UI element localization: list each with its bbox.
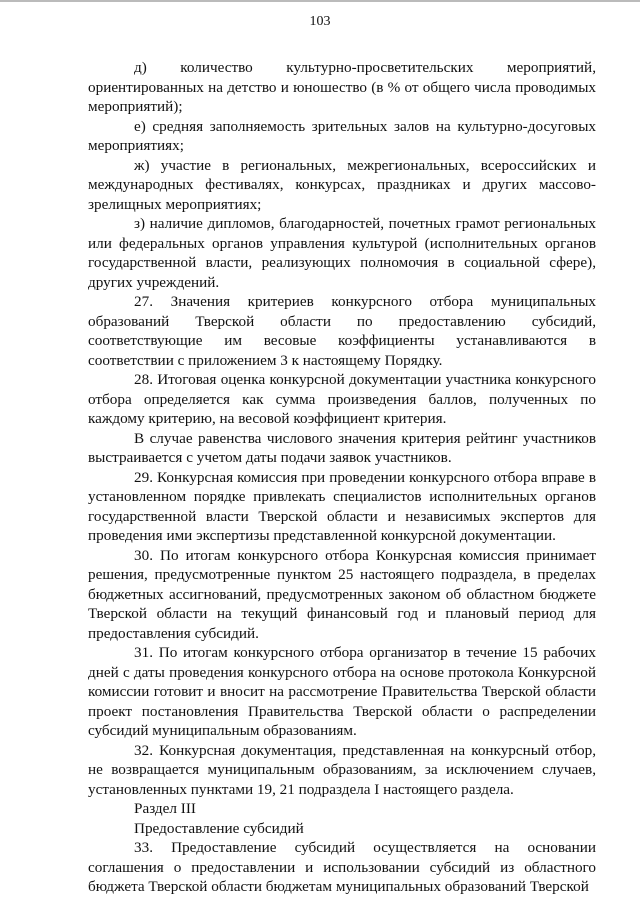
paragraph-30: 30. По итогам конкурсного отбора Конкурсная комиссия принимает решения, предусмотренные пунктом 25 настоящего подраздела, в пределах бюджетных ассигнований, предусмотренных законом об областном бюджете Тверской области на текущий финансовый год и плановый период для предоставления субсидий. xyxy=(88,546,596,642)
document-body xyxy=(88,58,596,897)
paragraph-29: 29. Конкурсная комиссия при проведении конкурсного отбора вправе в установленном порядке привлекать специалистов исполнительных органов государственной власти Тверской области и независимых экспертов для проведения ими экспертизы представленной конкурсной документации. xyxy=(88,468,596,544)
page-number: 103 xyxy=(309,14,331,29)
section-title: Раздел III xyxy=(134,800,196,817)
paragraph-31: 31. По итогам конкурсного отбора организатор в течение 15 рабочих дней с даты проведения конкурсного отбора на основе протокола Конкурсной комиссии готовит и вносит на рассмотрение Правительства Тверской области проект постановления Правительства Тверской области о распределении субсидий муниципальным образованиям. xyxy=(88,644,596,739)
section-subtitle: Предоставление субсидий xyxy=(134,819,304,837)
top-scan-border xyxy=(0,0,640,2)
paragraph-28: 28. Итоговая оценка конкурсной документации участника конкурсного отбора определяется как сумма произведения баллов, полученных по каждому критерию, на весовой коэффициент критерия. xyxy=(88,371,596,427)
paragraph-27: 27. Значения критериев конкурсного отбора муниципальных образований Тверской области по предоставлению субсидий, соответствующие им весовые коэффициенты устанавливаются в соответствии с приложением 3 к настоящему Порядку. xyxy=(88,293,596,369)
paragraph-e: е) средняя заполняемость зрительных залов на культурно-досуговых мероприятиях; xyxy=(88,117,596,154)
paragraph-zh: ж) участие в региональных, межрегиональных, всероссийских и международных фестивалях, конкурсах, праздниках и других массово-зрелищных мероприятиях; xyxy=(88,156,596,213)
paragraph-32: 32. Конкурсная документация, представленная на конкурсный отбор, не возвращается муниципальным образованиям, за исключением случаев, установленных пунктами 19, 21 подраздела I настоящего раздела. xyxy=(88,741,596,798)
paragraph-z: з) наличие дипломов, благодарностей, почетных грамот региональных или федеральных органов управления культурой (исполнительных органов государственной власти, реализующих полномочия в социальной сфере), других учреждений. xyxy=(88,215,596,291)
paragraph-equality: В случае равенства числового значения критерия рейтинг участников выстраивается с учетом даты подачи заявок участников. xyxy=(88,429,596,466)
paragraph-d: д) количество культурно-просветительских мероприятий, ориентированных на детство и юношество (в % от общего числа проводимых мероприятий); xyxy=(88,59,596,115)
paragraph-33: 33. Предоставление субсидий осуществляется на основании соглашения о предоставлении и использовании субсидий из областного бюджета Тверской области бюджетам муниципальных образований Тверской xyxy=(88,839,596,895)
